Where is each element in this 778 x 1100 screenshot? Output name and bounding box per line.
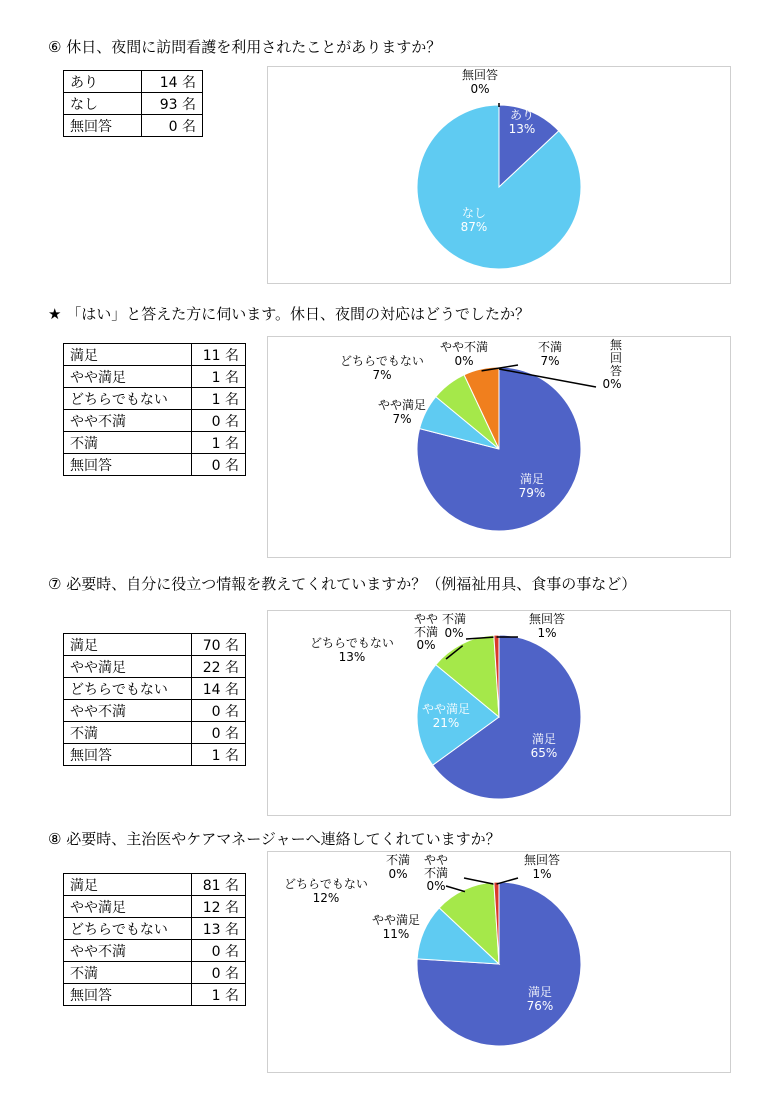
slice-label: やや不満 0% [413,612,439,652]
slice-label: やや満足 7% [377,398,427,426]
question-8-table [63,873,246,1006]
row-label: 不満 [64,962,192,984]
table-row [64,874,246,896]
table-row [64,410,246,432]
table-row [64,678,246,700]
row-count: 0 名 [192,962,246,984]
row-label: やや満足 [64,896,192,918]
slice-label: どちらでもない 13% [310,636,394,664]
question-8-pie-chart [267,851,731,1073]
row-label: やや不満 [64,940,192,962]
table-row [64,432,246,454]
pie-svg [268,852,732,1074]
slice-label: やや満足 21% [421,702,471,730]
slice-label: 満足 79% [518,472,546,500]
leader-line [446,886,465,892]
table-row [64,744,246,766]
row-count: 13 名 [192,918,246,940]
table-row [64,71,203,93]
slice-label: やや不満 0% [439,340,489,368]
table-row [64,344,246,366]
question-6-pie-chart [267,66,731,284]
row-label: 無回答 [64,984,192,1006]
slice-label: 無回答 0% [602,338,623,391]
slice-label: 満足 65% [530,732,558,760]
table-row [64,366,246,388]
row-label: どちらでもない [64,388,192,410]
row-label: やや満足 [64,656,192,678]
row-label: どちらでもない [64,678,192,700]
slice-label: 不満 0% [385,853,411,881]
row-count: 1 名 [192,984,246,1006]
row-label: 無回答 [64,115,142,137]
row-count: 22 名 [192,656,246,678]
leader-line [464,878,494,884]
row-label: 無回答 [64,454,192,476]
pie-svg [268,337,732,559]
pie-svg [268,67,732,285]
question-7-title: ⑦ 必要時、自分に役立つ情報を教えてくれていますか？（例福祉用具、食事の事など） [48,575,637,593]
table-row [64,656,246,678]
row-count: 0 名 [192,722,246,744]
row-label: 満足 [64,874,192,896]
slice-label: 無回答 1% [528,612,566,640]
table-row [64,634,246,656]
pie-svg [268,611,732,817]
table-row [64,962,246,984]
row-label: 満足 [64,634,192,656]
slice-label: 不満 0% [441,612,467,640]
row-count: 81 名 [192,874,246,896]
row-count: 0 名 [192,410,246,432]
question-6-title: ⑥ 休日、夜間に訪問看護を利用されたことがありますか？ [48,38,442,56]
row-count: 93 名 [142,93,203,115]
row-label: 無回答 [64,744,192,766]
row-count: 14 名 [142,71,203,93]
followup-title: ★ 「はい」と答えた方に伺います。休日、夜間の対応はどうでしたか？ [48,305,531,323]
table-row [64,388,246,410]
row-label: 不満 [64,722,192,744]
row-count: 12 名 [192,896,246,918]
followup-pie-chart [267,336,731,558]
table-row [64,454,246,476]
table-row [64,722,246,744]
question-7-table [63,633,246,766]
slice-label: 不満 7% [537,340,563,368]
question-6-table [63,70,203,137]
row-label: やや不満 [64,410,192,432]
table-row [64,896,246,918]
question-8-title: ⑧ 必要時、主治医やケアマネージャーへ連絡してくれていますか？ [48,830,501,848]
table-row [64,115,203,137]
slice-label: 無回答 0% [461,68,499,96]
slice-label: なし 87% [460,206,488,234]
row-count: 1 名 [192,388,246,410]
row-count: 70 名 [192,634,246,656]
row-label: どちらでもない [64,918,192,940]
slice-label: やや満足 11% [371,913,421,941]
table-row [64,93,203,115]
slice-label: どちらでもない 7% [340,354,424,382]
slice-label: あり 13% [508,108,536,136]
row-count: 11 名 [192,344,246,366]
table-row [64,940,246,962]
row-count: 1 名 [192,366,246,388]
row-label: やや不満 [64,700,192,722]
row-label: 不満 [64,432,192,454]
table-row [64,918,246,940]
row-count: 1 名 [192,744,246,766]
row-count: 0 名 [192,454,246,476]
slice-label: 満足 76% [526,985,554,1013]
row-count: 0 名 [192,940,246,962]
row-label: やや満足 [64,366,192,388]
row-label: あり [64,71,142,93]
row-count: 1 名 [192,432,246,454]
row-count: 14 名 [192,678,246,700]
slice-label: どちらでもない 12% [284,877,368,905]
row-count: 0 名 [192,700,246,722]
row-label: なし [64,93,142,115]
table-row [64,700,246,722]
question-7-pie-chart [267,610,731,816]
slice-label: 無回答 1% [523,853,561,881]
row-count: 0 名 [142,115,203,137]
followup-table [63,343,246,476]
slice-label: やや不満 0% [423,853,449,893]
table-row [64,984,246,1006]
row-label: 満足 [64,344,192,366]
